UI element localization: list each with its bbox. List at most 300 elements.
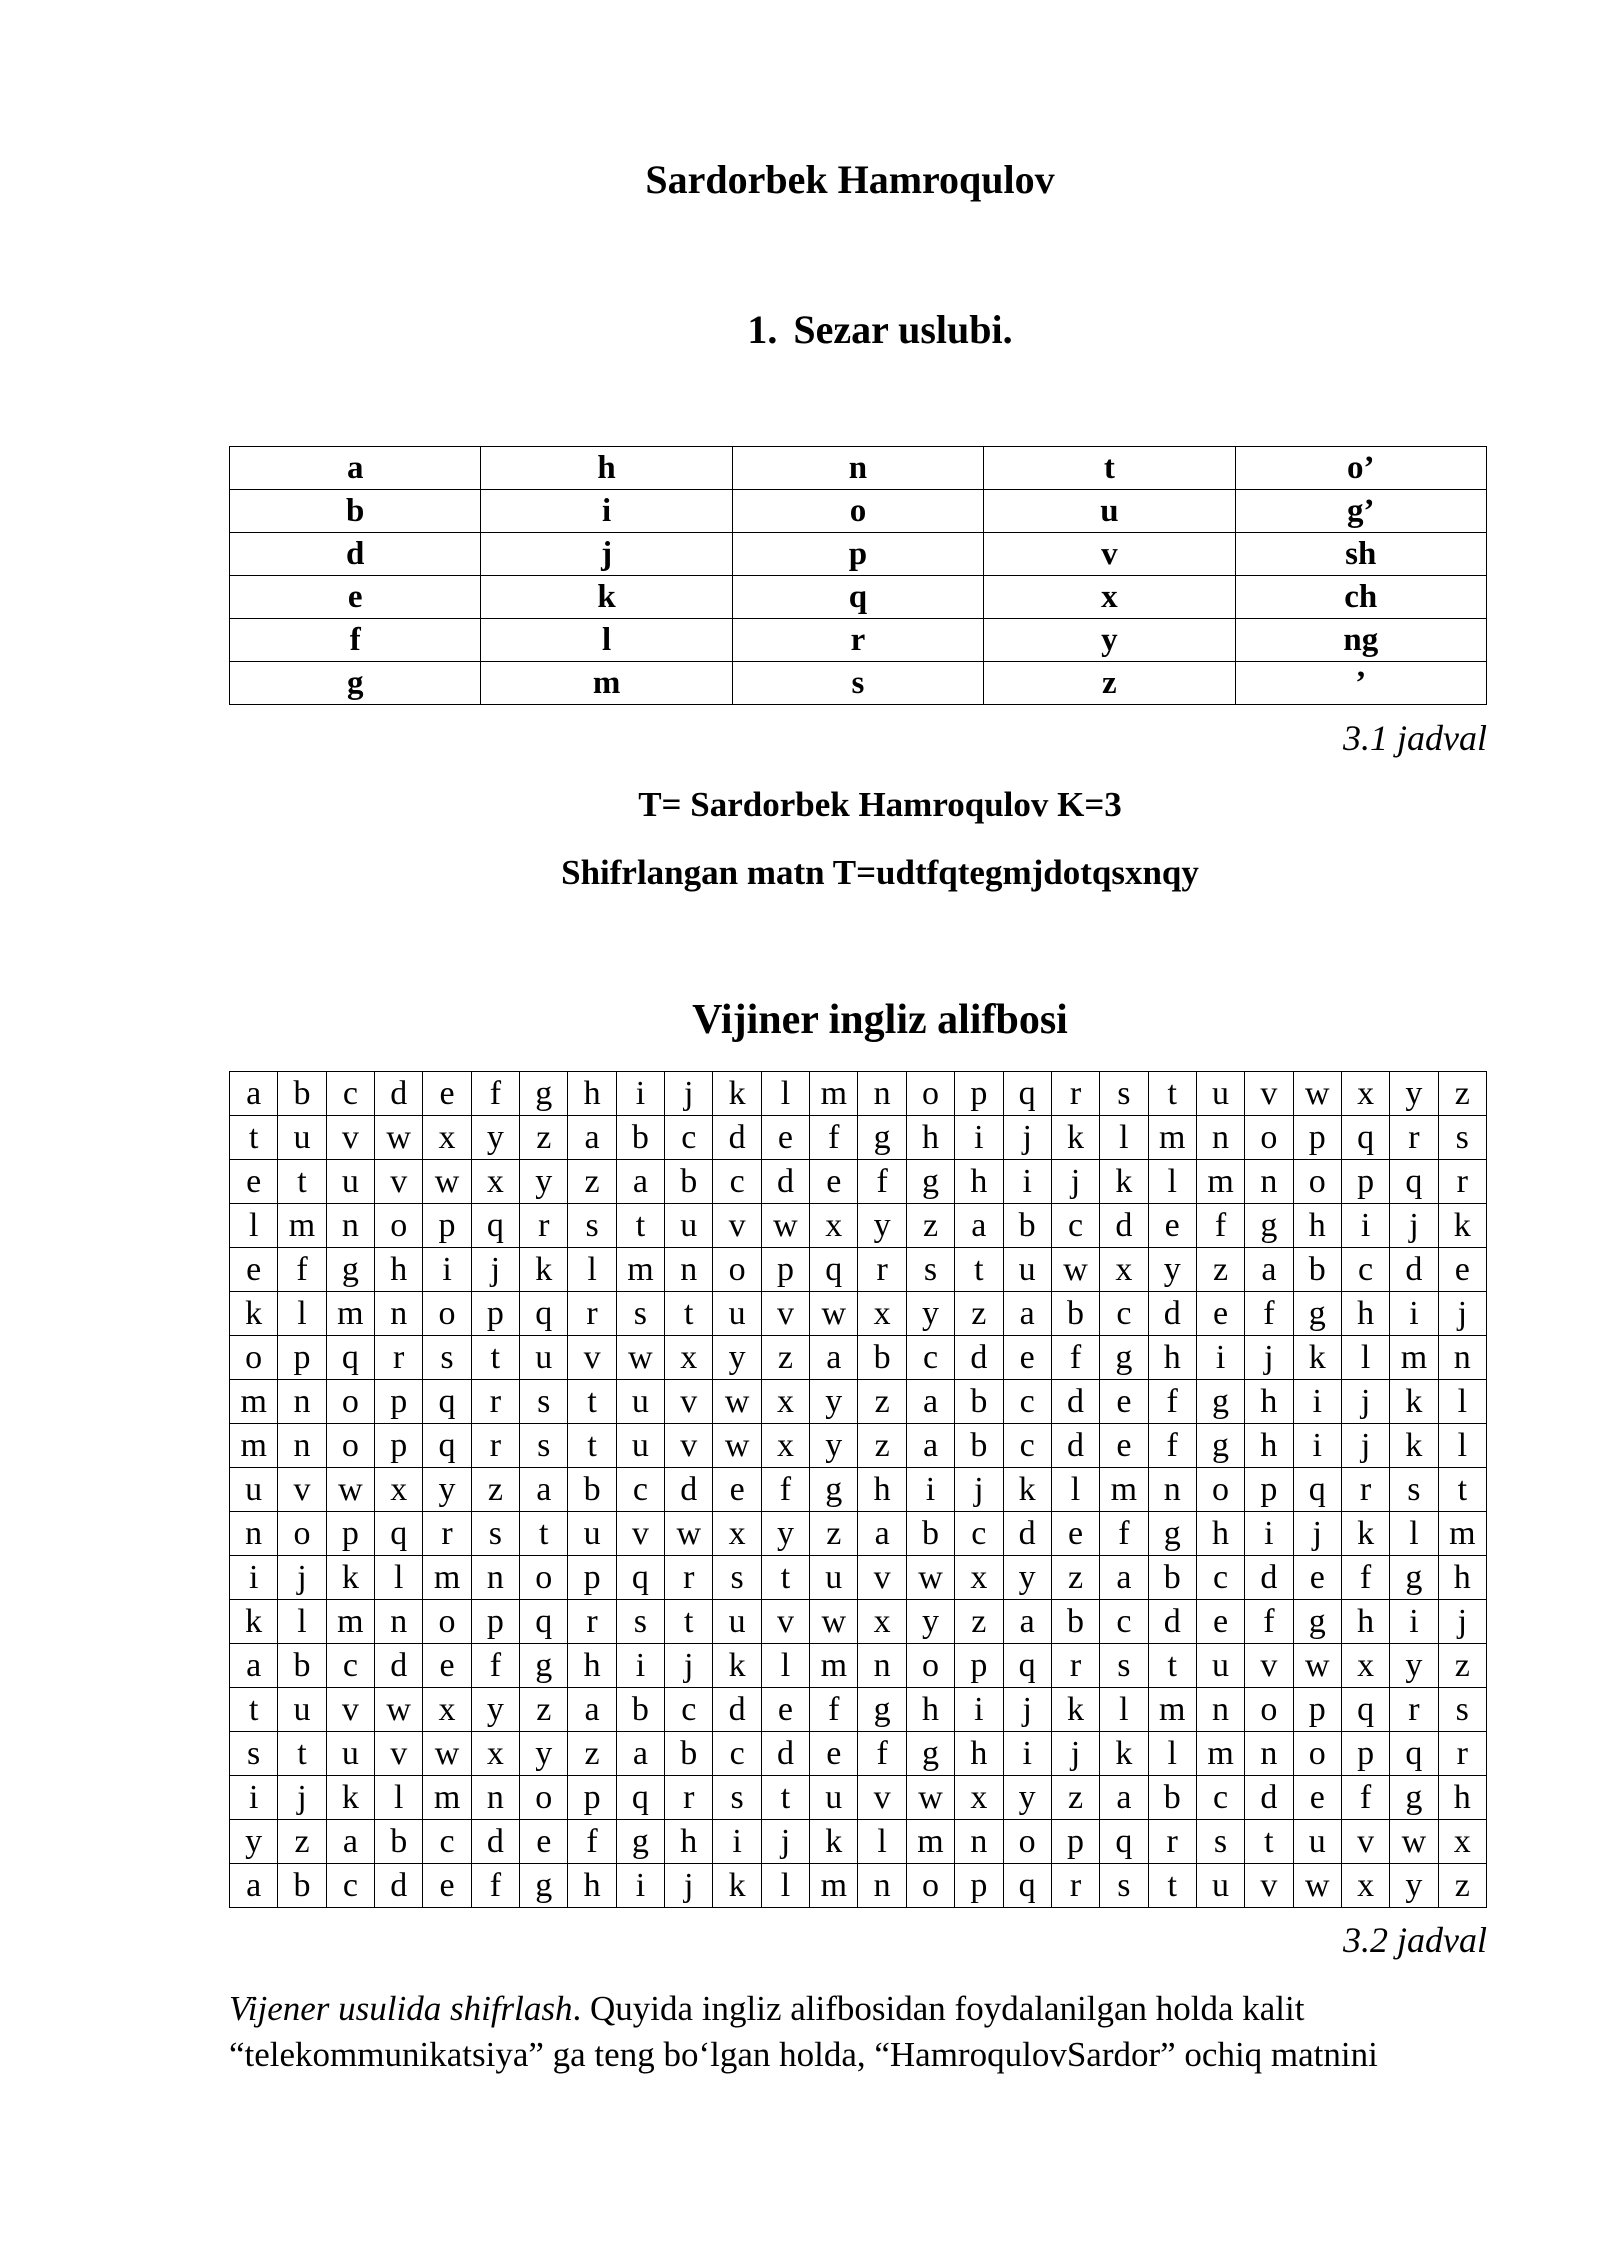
table-cell: f <box>1245 1292 1293 1336</box>
table-cell: y <box>230 1820 278 1864</box>
table-cell: t <box>761 1556 809 1600</box>
table-cell: h <box>375 1248 423 1292</box>
table-cell: t <box>616 1204 664 1248</box>
table-cell: u <box>568 1512 616 1556</box>
table-cell: b <box>375 1820 423 1864</box>
table-cell: y <box>713 1336 761 1380</box>
table-cell: m <box>1100 1468 1148 1512</box>
table-cell: r <box>568 1600 616 1644</box>
table-cell: v <box>713 1204 761 1248</box>
table-cell: d <box>1003 1512 1051 1556</box>
table-cell: c <box>1196 1556 1244 1600</box>
table-cell: l <box>278 1292 326 1336</box>
table-cell: z <box>471 1468 519 1512</box>
table-cell: g <box>1196 1424 1244 1468</box>
table-cell: v <box>1245 1072 1293 1116</box>
table-cell: h <box>1293 1204 1341 1248</box>
table-cell: i <box>1196 1336 1244 1380</box>
table-cell: y <box>1390 1644 1438 1688</box>
table-cell: w <box>906 1776 954 1820</box>
table-cell: z <box>1051 1776 1099 1820</box>
table-cell: a <box>230 1072 278 1116</box>
table-cell: c <box>1100 1600 1148 1644</box>
table-cell: e <box>810 1732 858 1776</box>
table-cell: r <box>665 1556 713 1600</box>
table-row <box>230 1072 1487 1116</box>
table-cell: t <box>761 1776 809 1820</box>
table-cell: x <box>984 576 1235 619</box>
table-cell: o <box>520 1556 568 1600</box>
table-cell: y <box>1003 1776 1051 1820</box>
table-cell: j <box>665 1864 713 1908</box>
table-cell: s <box>520 1380 568 1424</box>
table-cell: p <box>423 1204 471 1248</box>
table-cell: j <box>1245 1336 1293 1380</box>
section-heading <box>0 300 1600 360</box>
author-name: Sardorbek Hamroqulov <box>645 157 1055 202</box>
table-cell: a <box>1100 1556 1148 1600</box>
table-cell: s <box>1100 1072 1148 1116</box>
ciphertext-line: Shifrlangan matn T=udtfqtegmjdotqsxnqy <box>561 853 1199 892</box>
table-cell: i <box>713 1820 761 1864</box>
table-row <box>230 662 1487 705</box>
table-cell: x <box>955 1556 1003 1600</box>
table-cell: a <box>1003 1292 1051 1336</box>
table-row <box>230 1204 1487 1248</box>
table-cell: q <box>1341 1116 1389 1160</box>
table-cell: c <box>713 1160 761 1204</box>
table-cell: k <box>1100 1732 1148 1776</box>
table-cell: c <box>665 1688 713 1732</box>
table-cell: h <box>955 1732 1003 1776</box>
table-cell: f <box>1341 1776 1389 1820</box>
table-cell: c <box>1100 1292 1148 1336</box>
table-cell: v <box>984 533 1235 576</box>
table-cell: d <box>713 1116 761 1160</box>
table-row <box>230 1512 1487 1556</box>
table-cell: t <box>665 1292 713 1336</box>
table-cell: z <box>520 1688 568 1732</box>
table-cell: z <box>1051 1556 1099 1600</box>
table-cell: o <box>713 1248 761 1292</box>
table-cell: a <box>1003 1600 1051 1644</box>
table-cell: t <box>278 1732 326 1776</box>
table-cell: i <box>616 1072 664 1116</box>
table-cell: s <box>1196 1820 1244 1864</box>
plaintext-key-line: T= Sardorbek Hamroqulov K=3 <box>638 785 1122 824</box>
table-cell: b <box>278 1644 326 1688</box>
table-cell: n <box>1245 1732 1293 1776</box>
section-number: 1. <box>747 307 778 352</box>
table-cell: t <box>520 1512 568 1556</box>
table-cell: b <box>665 1160 713 1204</box>
table-cell: v <box>616 1512 664 1556</box>
table-cell: u <box>278 1116 326 1160</box>
table-cell: w <box>423 1732 471 1776</box>
table-cell: q <box>423 1380 471 1424</box>
table-cell: g <box>520 1864 568 1908</box>
table-cell: e <box>1100 1380 1148 1424</box>
table-row <box>230 1776 1487 1820</box>
table-cell: r <box>1390 1116 1438 1160</box>
table-cell: k <box>1100 1160 1148 1204</box>
table-cell: j <box>1438 1292 1486 1336</box>
table-cell: o’ <box>1235 447 1486 490</box>
table-cell: y <box>471 1688 519 1732</box>
table-cell: w <box>616 1336 664 1380</box>
table-row <box>230 447 1487 490</box>
table-cell: l <box>761 1864 809 1908</box>
table-cell: k <box>1051 1688 1099 1732</box>
table-cell: h <box>906 1688 954 1732</box>
table-cell: r <box>471 1424 519 1468</box>
table-cell: m <box>423 1776 471 1820</box>
table-cell: h <box>1245 1380 1293 1424</box>
table-cell: t <box>1148 1644 1196 1688</box>
table-cell: d <box>1051 1380 1099 1424</box>
table-cell: h <box>955 1160 1003 1204</box>
table-cell: g <box>1293 1292 1341 1336</box>
table-cell: i <box>1003 1160 1051 1204</box>
table-cell: x <box>1438 1820 1486 1864</box>
table-cell: e <box>810 1160 858 1204</box>
table-cell: e <box>230 1248 278 1292</box>
table-cell: c <box>326 1864 374 1908</box>
table-cell: q <box>326 1336 374 1380</box>
table-cell: n <box>858 1644 906 1688</box>
table-cell: b <box>1148 1776 1196 1820</box>
table-cell: o <box>906 1864 954 1908</box>
table-cell: b <box>616 1116 664 1160</box>
table-cell: n <box>1196 1116 1244 1160</box>
table-cell: r <box>471 1380 519 1424</box>
table-cell: w <box>375 1688 423 1732</box>
table-cell: s <box>230 1732 278 1776</box>
table-cell: x <box>423 1688 471 1732</box>
table-cell: l <box>1438 1424 1486 1468</box>
table-cell: w <box>1051 1248 1099 1292</box>
table-cell: p <box>568 1776 616 1820</box>
table-cell: a <box>230 447 481 490</box>
table-cell: a <box>616 1160 664 1204</box>
table-cell: z <box>761 1336 809 1380</box>
table-cell: r <box>1051 1072 1099 1116</box>
table-cell: c <box>713 1732 761 1776</box>
table-cell: h <box>1341 1600 1389 1644</box>
table-cell: r <box>375 1336 423 1380</box>
table-cell: l <box>761 1072 809 1116</box>
table-row <box>230 490 1487 533</box>
table-cell: q <box>616 1556 664 1600</box>
table-cell: n <box>326 1204 374 1248</box>
table-cell: b <box>1148 1556 1196 1600</box>
table-cell: z <box>1438 1644 1486 1688</box>
table-cell: v <box>375 1160 423 1204</box>
table-cell: l <box>761 1644 809 1688</box>
table-cell: a <box>810 1336 858 1380</box>
table-cell: c <box>1196 1776 1244 1820</box>
table-cell: w <box>326 1468 374 1512</box>
table-cell: q <box>1003 1644 1051 1688</box>
table-cell: p <box>326 1512 374 1556</box>
table-cell: g <box>810 1468 858 1512</box>
table-cell: z <box>520 1116 568 1160</box>
table-cell: a <box>520 1468 568 1512</box>
table-cell: b <box>906 1512 954 1556</box>
table-cell: n <box>1438 1336 1486 1380</box>
table-cell: l <box>1390 1512 1438 1556</box>
table-cell: n <box>278 1380 326 1424</box>
table-cell: h <box>1438 1556 1486 1600</box>
table-cell: p <box>471 1600 519 1644</box>
table-cell: y <box>858 1204 906 1248</box>
table-row <box>230 1468 1487 1512</box>
table-cell: z <box>1438 1072 1486 1116</box>
table-cell: t <box>1148 1864 1196 1908</box>
table-cell: z <box>278 1820 326 1864</box>
table-cell: f <box>230 619 481 662</box>
table-cell: n <box>858 1864 906 1908</box>
paragraph-line-1-rest: . Quyida ingliz alifbosidan foydalanilgan holda kalit <box>572 1989 1305 2028</box>
table-cell: a <box>568 1688 616 1732</box>
table-cell: k <box>326 1556 374 1600</box>
table-cell: t <box>568 1424 616 1468</box>
table-cell: q <box>520 1600 568 1644</box>
table-cell: r <box>1438 1732 1486 1776</box>
table-cell: o <box>1293 1732 1341 1776</box>
table-cell: e <box>520 1820 568 1864</box>
table-cell: n <box>230 1512 278 1556</box>
table-cell: k <box>520 1248 568 1292</box>
table-cell: i <box>1293 1380 1341 1424</box>
table-cell: p <box>761 1248 809 1292</box>
table-cell: f <box>471 1644 519 1688</box>
table-cell: a <box>1245 1248 1293 1292</box>
table-cell: o <box>906 1644 954 1688</box>
paragraph-line-1 <box>229 1986 1529 2032</box>
table-cell: z <box>858 1424 906 1468</box>
table-cell: n <box>1196 1688 1244 1732</box>
table-row <box>230 1820 1487 1864</box>
table-cell: u <box>616 1380 664 1424</box>
table-cell: g’ <box>1235 490 1486 533</box>
table-cell: j <box>1341 1424 1389 1468</box>
table-cell: o <box>423 1292 471 1336</box>
table-cell: h <box>1196 1512 1244 1556</box>
table-cell: h <box>568 1644 616 1688</box>
table-cell: i <box>481 490 732 533</box>
table-row <box>230 1688 1487 1732</box>
table-cell: l <box>1438 1380 1486 1424</box>
table-cell: q <box>1293 1468 1341 1512</box>
table-cell: e <box>1148 1204 1196 1248</box>
table-cell: v <box>326 1116 374 1160</box>
table-cell: l <box>568 1248 616 1292</box>
table-cell: h <box>1148 1336 1196 1380</box>
table-cell: g <box>1245 1204 1293 1248</box>
table-cell: y <box>810 1380 858 1424</box>
table-cell: u <box>665 1204 713 1248</box>
table-cell: u <box>1196 1864 1244 1908</box>
table-cell: u <box>278 1688 326 1732</box>
table-cell: n <box>1245 1160 1293 1204</box>
table-cell: t <box>984 447 1235 490</box>
table-cell: y <box>423 1468 471 1512</box>
table-cell: a <box>955 1204 1003 1248</box>
table-cell: d <box>1245 1776 1293 1820</box>
table-cell: a <box>906 1380 954 1424</box>
table-cell: d <box>713 1688 761 1732</box>
table-cell: p <box>375 1424 423 1468</box>
table-cell: n <box>375 1292 423 1336</box>
table-cell: k <box>1341 1512 1389 1556</box>
table-cell: x <box>858 1292 906 1336</box>
table-cell: e <box>1196 1292 1244 1336</box>
table-cell: i <box>1245 1512 1293 1556</box>
table-cell: o <box>326 1424 374 1468</box>
table-cell: d <box>1245 1556 1293 1600</box>
table-cell: l <box>375 1556 423 1600</box>
table-row <box>230 1732 1487 1776</box>
table-cell: ch <box>1235 576 1486 619</box>
table-cell: f <box>761 1468 809 1512</box>
table-cell: v <box>858 1776 906 1820</box>
table-row <box>230 1424 1487 1468</box>
table-cell: p <box>471 1292 519 1336</box>
table-cell: ng <box>1235 619 1486 662</box>
table-row <box>230 1160 1487 1204</box>
table-cell: w <box>423 1160 471 1204</box>
table-cell: g <box>326 1248 374 1292</box>
table-cell: a <box>230 1864 278 1908</box>
table-cell: x <box>761 1380 809 1424</box>
table-cell: q <box>471 1204 519 1248</box>
table-cell: q <box>375 1512 423 1556</box>
table-cell: m <box>1148 1116 1196 1160</box>
table-cell: x <box>665 1336 713 1380</box>
table-cell: k <box>810 1820 858 1864</box>
table-cell: f <box>568 1820 616 1864</box>
table-cell: u <box>1196 1644 1244 1688</box>
table-cell: j <box>1293 1512 1341 1556</box>
table-cell: q <box>520 1292 568 1336</box>
table-cell: p <box>1293 1116 1341 1160</box>
table-cell: s <box>423 1336 471 1380</box>
table-cell: i <box>955 1116 1003 1160</box>
table-cell: q <box>1100 1820 1148 1864</box>
table-cell: p <box>1293 1688 1341 1732</box>
table-cell: y <box>1390 1072 1438 1116</box>
table-cell: l <box>278 1600 326 1644</box>
table-cell: e <box>1003 1336 1051 1380</box>
table-cell: s <box>1100 1644 1148 1688</box>
table-cell: k <box>713 1644 761 1688</box>
table-cell: w <box>1390 1820 1438 1864</box>
table-cell: b <box>1051 1600 1099 1644</box>
table-cell: s <box>1100 1864 1148 1908</box>
table-cell: d <box>230 533 481 576</box>
table-cell: e <box>761 1688 809 1732</box>
table-row <box>230 1248 1487 1292</box>
table-row <box>230 1556 1487 1600</box>
table-cell: i <box>1390 1292 1438 1336</box>
table-cell: s <box>520 1424 568 1468</box>
table-cell: c <box>616 1468 664 1512</box>
table-cell: f <box>471 1072 519 1116</box>
table-cell: a <box>568 1116 616 1160</box>
table-cell: f <box>1148 1380 1196 1424</box>
table-cell: n <box>375 1600 423 1644</box>
table-cell: n <box>858 1072 906 1116</box>
table-cell: u <box>326 1732 374 1776</box>
table-cell: r <box>1051 1644 1099 1688</box>
table-cell: z <box>906 1204 954 1248</box>
table-cell: m <box>326 1292 374 1336</box>
table-cell: r <box>665 1776 713 1820</box>
table-cell: h <box>568 1864 616 1908</box>
table-cell: i <box>1341 1204 1389 1248</box>
table-cell: c <box>1341 1248 1389 1292</box>
table-cell: q <box>810 1248 858 1292</box>
table-cell: f <box>1148 1424 1196 1468</box>
table-cell: w <box>906 1556 954 1600</box>
table-cell: q <box>732 576 983 619</box>
table-cell: l <box>481 619 732 662</box>
table-cell: x <box>1341 1072 1389 1116</box>
table-cell: i <box>1003 1732 1051 1776</box>
table-cell: e <box>761 1116 809 1160</box>
table-cell: l <box>1148 1732 1196 1776</box>
table-cell: j <box>665 1644 713 1688</box>
table-cell: m <box>1148 1688 1196 1732</box>
table-cell: y <box>810 1424 858 1468</box>
table-cell: w <box>1293 1644 1341 1688</box>
table-cell: ’ <box>1235 662 1486 705</box>
table-cell: r <box>520 1204 568 1248</box>
table-cell: o <box>1003 1820 1051 1864</box>
table-cell: r <box>568 1292 616 1336</box>
table-cell: t <box>471 1336 519 1380</box>
table-cell: b <box>230 490 481 533</box>
vigenere-title: Vijiner ingliz alifbosi <box>692 997 1068 1043</box>
table-cell: c <box>326 1644 374 1688</box>
table-cell: o <box>906 1072 954 1116</box>
table-cell: g <box>858 1688 906 1732</box>
table-cell: y <box>520 1160 568 1204</box>
table-cell: r <box>1051 1864 1099 1908</box>
table-cell: o <box>732 490 983 533</box>
table-cell: w <box>810 1600 858 1644</box>
table-cell: g <box>1293 1600 1341 1644</box>
table-cell: z <box>955 1292 1003 1336</box>
table-cell: m <box>423 1556 471 1600</box>
table-cell: b <box>665 1732 713 1776</box>
table-cell: k <box>1390 1380 1438 1424</box>
table-cell: r <box>423 1512 471 1556</box>
section-title: Sezar uslubi. <box>793 307 1013 352</box>
table-cell: g <box>520 1072 568 1116</box>
table-cell: u <box>1003 1248 1051 1292</box>
table-cell: t <box>568 1380 616 1424</box>
table-cell: c <box>1051 1204 1099 1248</box>
table-cell: v <box>568 1336 616 1380</box>
table-cell: e <box>1051 1512 1099 1556</box>
table-cell: s <box>1390 1468 1438 1512</box>
table-cell: j <box>471 1248 519 1292</box>
table-cell: k <box>230 1292 278 1336</box>
table-cell: h <box>1341 1292 1389 1336</box>
table-cell: j <box>955 1468 1003 1512</box>
